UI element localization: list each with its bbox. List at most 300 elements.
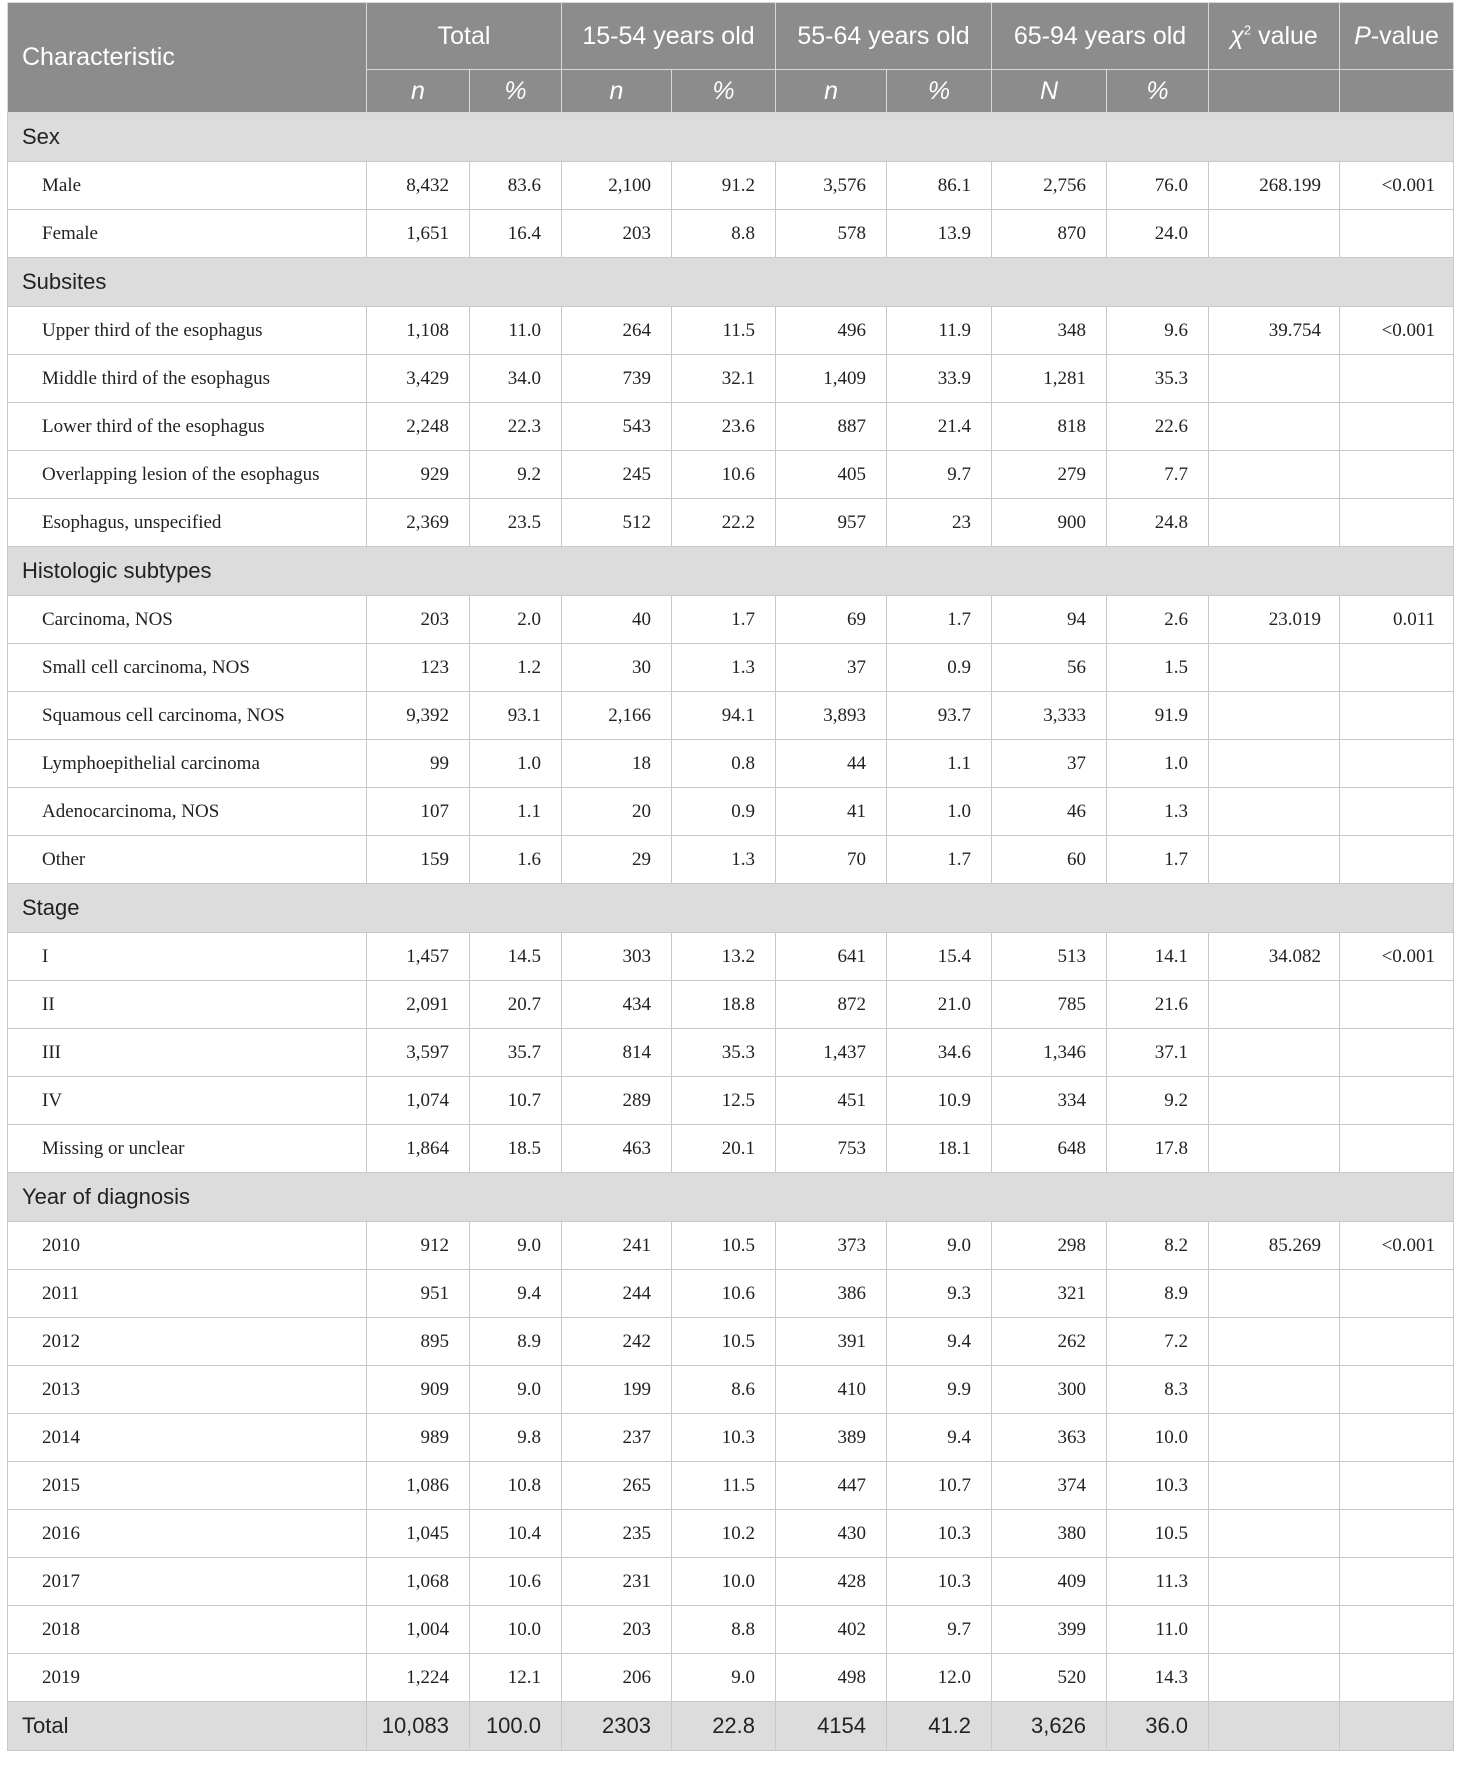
p-value-cell xyxy=(1340,788,1454,836)
row-label: 2010 xyxy=(8,1222,367,1270)
percent-cell: 9.4 xyxy=(887,1414,992,1462)
count-cell: 44 xyxy=(776,740,887,788)
count-cell: 641 xyxy=(776,933,887,981)
characteristics-table xyxy=(7,2,1454,1751)
table-header xyxy=(8,3,1454,113)
percent-cell: 17.8 xyxy=(1107,1125,1209,1173)
count-cell: 2,166 xyxy=(562,692,672,740)
chi-suffix: value xyxy=(1251,21,1318,50)
count-cell: 912 xyxy=(367,1222,470,1270)
p-value-cell xyxy=(1340,1654,1454,1702)
table-row xyxy=(8,1318,1454,1366)
p-value-cell xyxy=(1340,1510,1454,1558)
percent-cell: 14.1 xyxy=(1107,933,1209,981)
count-cell: 402 xyxy=(776,1606,887,1654)
table-row xyxy=(8,644,1454,692)
p-suffix: -value xyxy=(1370,21,1439,50)
p-value-cell xyxy=(1340,499,1454,547)
count-cell: 46 xyxy=(992,788,1107,836)
count-cell: 1,457 xyxy=(367,933,470,981)
count-cell: 2,756 xyxy=(992,162,1107,210)
row-label: I xyxy=(8,933,367,981)
percent-cell: 9.2 xyxy=(470,451,562,499)
count-cell: 203 xyxy=(562,210,672,258)
p-value-cell xyxy=(1340,836,1454,884)
count-cell: 578 xyxy=(776,210,887,258)
count-cell: 203 xyxy=(562,1606,672,1654)
table-row xyxy=(8,1414,1454,1462)
percent-cell: 10.6 xyxy=(672,451,776,499)
percent-cell: 37.1 xyxy=(1107,1029,1209,1077)
count-cell: 895 xyxy=(367,1318,470,1366)
percent-cell: 9.2 xyxy=(1107,1077,1209,1125)
subheader-age2-n: n xyxy=(776,70,887,113)
p-value-cell xyxy=(1340,1606,1454,1654)
chi-square-cell xyxy=(1209,1366,1340,1414)
percent-cell: 35.7 xyxy=(470,1029,562,1077)
count-cell: 363 xyxy=(992,1414,1107,1462)
count-cell: 1,864 xyxy=(367,1125,470,1173)
table-row xyxy=(8,596,1454,644)
percent-cell: 14.3 xyxy=(1107,1654,1209,1702)
percent-cell: 8.8 xyxy=(672,210,776,258)
table-row xyxy=(8,1366,1454,1414)
table-row xyxy=(8,933,1454,981)
p-value-cell xyxy=(1340,644,1454,692)
percent-cell: 9.3 xyxy=(887,1270,992,1318)
percent-cell: 22.2 xyxy=(672,499,776,547)
percent-cell: 83.6 xyxy=(470,162,562,210)
percent-cell: 1.5 xyxy=(1107,644,1209,692)
count-cell: 1,108 xyxy=(367,307,470,355)
chi-square-cell xyxy=(1209,1077,1340,1125)
row-label: Female xyxy=(8,210,367,258)
section-title: Year of diagnosis xyxy=(8,1173,1454,1222)
percent-cell: 9.4 xyxy=(470,1270,562,1318)
chi-square-cell xyxy=(1209,1510,1340,1558)
percent-cell: 100.0 xyxy=(470,1702,562,1751)
percent-cell: 1.3 xyxy=(672,836,776,884)
percent-cell: 0.9 xyxy=(672,788,776,836)
table-row xyxy=(8,981,1454,1029)
percent-cell: 24.8 xyxy=(1107,499,1209,547)
subheader-total-pct: % xyxy=(470,70,562,113)
row-label: III xyxy=(8,1029,367,1077)
table-row xyxy=(8,1125,1454,1173)
count-cell: 1,086 xyxy=(367,1462,470,1510)
percent-cell: 16.4 xyxy=(470,210,562,258)
count-cell: 512 xyxy=(562,499,672,547)
percent-cell: 1.2 xyxy=(470,644,562,692)
percent-cell: 0.8 xyxy=(672,740,776,788)
percent-cell: 8.9 xyxy=(470,1318,562,1366)
header-age-15-54: 15-54 years old xyxy=(562,3,776,70)
percent-cell: 93.7 xyxy=(887,692,992,740)
row-label: Overlapping lesion of the esophagus xyxy=(8,451,367,499)
count-cell: 870 xyxy=(992,210,1107,258)
percent-cell: 20.1 xyxy=(672,1125,776,1173)
row-label: 2015 xyxy=(8,1462,367,1510)
p-value-cell xyxy=(1340,1558,1454,1606)
chi-square-cell xyxy=(1209,355,1340,403)
percent-cell: 21.0 xyxy=(887,981,992,1029)
count-cell: 4154 xyxy=(776,1702,887,1751)
count-cell: 463 xyxy=(562,1125,672,1173)
percent-cell: 1.0 xyxy=(1107,740,1209,788)
count-cell: 391 xyxy=(776,1318,887,1366)
table-row xyxy=(8,451,1454,499)
chi-square-cell: 268.199 xyxy=(1209,162,1340,210)
percent-cell: 10.8 xyxy=(470,1462,562,1510)
table-row xyxy=(8,403,1454,451)
count-cell: 20 xyxy=(562,788,672,836)
count-cell: 18 xyxy=(562,740,672,788)
header-chi-square xyxy=(1209,3,1340,70)
count-cell: 37 xyxy=(776,644,887,692)
row-label: Carcinoma, NOS xyxy=(8,596,367,644)
percent-cell: 10.7 xyxy=(470,1077,562,1125)
count-cell: 1,004 xyxy=(367,1606,470,1654)
chi-square-cell xyxy=(1209,836,1340,884)
percent-cell: 7.2 xyxy=(1107,1318,1209,1366)
count-cell: 70 xyxy=(776,836,887,884)
percent-cell: 11.5 xyxy=(672,1462,776,1510)
count-cell: 10,083 xyxy=(367,1702,470,1751)
count-cell: 199 xyxy=(562,1366,672,1414)
count-cell: 99 xyxy=(367,740,470,788)
count-cell: 410 xyxy=(776,1366,887,1414)
table-row xyxy=(8,307,1454,355)
section-header-row xyxy=(8,113,1454,162)
row-label: 2017 xyxy=(8,1558,367,1606)
chi-square-cell xyxy=(1209,1029,1340,1077)
count-cell: 929 xyxy=(367,451,470,499)
table-row xyxy=(8,1029,1454,1077)
p-value-cell xyxy=(1340,451,1454,499)
row-label: Total xyxy=(8,1702,367,1751)
p-value-cell: <0.001 xyxy=(1340,307,1454,355)
table-row xyxy=(8,499,1454,547)
p-value-cell xyxy=(1340,1029,1454,1077)
header-p-value xyxy=(1340,3,1454,70)
subheader-age2-pct: % xyxy=(887,70,992,113)
percent-cell: 10.7 xyxy=(887,1462,992,1510)
count-cell: 107 xyxy=(367,788,470,836)
percent-cell: 9.6 xyxy=(1107,307,1209,355)
count-cell: 739 xyxy=(562,355,672,403)
count-cell: 1,437 xyxy=(776,1029,887,1077)
chi-square-cell: 39.754 xyxy=(1209,307,1340,355)
percent-cell: 10.3 xyxy=(887,1510,992,1558)
table-row xyxy=(8,355,1454,403)
row-label: 2012 xyxy=(8,1318,367,1366)
count-cell: 2303 xyxy=(562,1702,672,1751)
count-cell: 900 xyxy=(992,499,1107,547)
count-cell: 9,392 xyxy=(367,692,470,740)
count-cell: 237 xyxy=(562,1414,672,1462)
count-cell: 40 xyxy=(562,596,672,644)
percent-cell: 10.2 xyxy=(672,1510,776,1558)
subheader-age3-pct: % xyxy=(1107,70,1209,113)
count-cell: 951 xyxy=(367,1270,470,1318)
row-label: IV xyxy=(8,1077,367,1125)
count-cell: 37 xyxy=(992,740,1107,788)
chi-square-cell: 34.082 xyxy=(1209,933,1340,981)
section-header-row xyxy=(8,884,1454,933)
chi-square-cell xyxy=(1209,1702,1340,1751)
p-value-cell: 0.011 xyxy=(1340,596,1454,644)
percent-cell: 1.0 xyxy=(470,740,562,788)
count-cell: 203 xyxy=(367,596,470,644)
percent-cell: 10.5 xyxy=(672,1318,776,1366)
count-cell: 321 xyxy=(992,1270,1107,1318)
percent-cell: 35.3 xyxy=(672,1029,776,1077)
chi-square-cell xyxy=(1209,210,1340,258)
total-row xyxy=(8,1702,1454,1751)
count-cell: 386 xyxy=(776,1270,887,1318)
chi-square-cell xyxy=(1209,1654,1340,1702)
subheader-age3-n: N xyxy=(992,70,1107,113)
percent-cell: 1.6 xyxy=(470,836,562,884)
chi-square-cell xyxy=(1209,692,1340,740)
header-age-55-64: 55-64 years old xyxy=(776,3,992,70)
row-label: 2014 xyxy=(8,1414,367,1462)
count-cell: 334 xyxy=(992,1077,1107,1125)
count-cell: 1,068 xyxy=(367,1558,470,1606)
percent-cell: 9.7 xyxy=(887,451,992,499)
percent-cell: 8.8 xyxy=(672,1606,776,1654)
chi-square-cell xyxy=(1209,451,1340,499)
p-value-cell xyxy=(1340,355,1454,403)
chi-square-cell xyxy=(1209,981,1340,1029)
count-cell: 753 xyxy=(776,1125,887,1173)
count-cell: 1,409 xyxy=(776,355,887,403)
header-characteristic-label: Characteristic xyxy=(22,43,175,71)
count-cell: 1,224 xyxy=(367,1654,470,1702)
chi-square-cell xyxy=(1209,1318,1340,1366)
count-cell: 1,281 xyxy=(992,355,1107,403)
percent-cell: 10.4 xyxy=(470,1510,562,1558)
percent-cell: 35.3 xyxy=(1107,355,1209,403)
p-value-cell xyxy=(1340,1318,1454,1366)
count-cell: 409 xyxy=(992,1558,1107,1606)
percent-cell: 11.3 xyxy=(1107,1558,1209,1606)
count-cell: 430 xyxy=(776,1510,887,1558)
percent-cell: 93.1 xyxy=(470,692,562,740)
count-cell: 242 xyxy=(562,1318,672,1366)
percent-cell: 8.9 xyxy=(1107,1270,1209,1318)
count-cell: 69 xyxy=(776,596,887,644)
count-cell: 123 xyxy=(367,644,470,692)
row-label: 2016 xyxy=(8,1510,367,1558)
percent-cell: 11.0 xyxy=(470,307,562,355)
percent-cell: 1.1 xyxy=(470,788,562,836)
percent-cell: 23.6 xyxy=(672,403,776,451)
percent-cell: 94.1 xyxy=(672,692,776,740)
percent-cell: 9.8 xyxy=(470,1414,562,1462)
percent-cell: 22.6 xyxy=(1107,403,1209,451)
count-cell: 380 xyxy=(992,1510,1107,1558)
count-cell: 1,651 xyxy=(367,210,470,258)
table-row xyxy=(8,162,1454,210)
p-value-cell xyxy=(1340,1414,1454,1462)
percent-cell: 10.0 xyxy=(672,1558,776,1606)
percent-cell: 33.9 xyxy=(887,355,992,403)
section-title: Stage xyxy=(8,884,1454,933)
chi-superscript: 2 xyxy=(1243,22,1252,38)
percent-cell: 20.7 xyxy=(470,981,562,1029)
row-label: II xyxy=(8,981,367,1029)
percent-cell: 10.5 xyxy=(1107,1510,1209,1558)
count-cell: 262 xyxy=(992,1318,1107,1366)
count-cell: 41 xyxy=(776,788,887,836)
subheader-total-n: n xyxy=(367,70,470,113)
count-cell: 94 xyxy=(992,596,1107,644)
percent-cell: 12.0 xyxy=(887,1654,992,1702)
percent-cell: 91.2 xyxy=(672,162,776,210)
count-cell: 543 xyxy=(562,403,672,451)
chi-symbol: χ xyxy=(1230,21,1244,50)
p-value-cell xyxy=(1340,1077,1454,1125)
row-label: Male xyxy=(8,162,367,210)
section-header-row xyxy=(8,1173,1454,1222)
row-label: Lymphoepithelial carcinoma xyxy=(8,740,367,788)
percent-cell: 9.0 xyxy=(470,1222,562,1270)
count-cell: 957 xyxy=(776,499,887,547)
row-label: Small cell carcinoma, NOS xyxy=(8,644,367,692)
row-label: Upper third of the esophagus xyxy=(8,307,367,355)
row-label: 2019 xyxy=(8,1654,367,1702)
percent-cell: 1.7 xyxy=(887,836,992,884)
percent-cell: 0.9 xyxy=(887,644,992,692)
section-title: Histologic subtypes xyxy=(8,547,1454,596)
percent-cell: 9.0 xyxy=(470,1366,562,1414)
count-cell: 989 xyxy=(367,1414,470,1462)
row-label: Esophagus, unspecified xyxy=(8,499,367,547)
percent-cell: 1.7 xyxy=(887,596,992,644)
table-row xyxy=(8,1510,1454,1558)
row-label: Adenocarcinoma, NOS xyxy=(8,788,367,836)
count-cell: 389 xyxy=(776,1414,887,1462)
count-cell: 298 xyxy=(992,1222,1107,1270)
percent-cell: 10.6 xyxy=(470,1558,562,1606)
percent-cell: 13.9 xyxy=(887,210,992,258)
header-age-65-94: 65-94 years old xyxy=(992,3,1209,70)
section-header-row xyxy=(8,547,1454,596)
count-cell: 887 xyxy=(776,403,887,451)
percent-cell: 11.9 xyxy=(887,307,992,355)
count-cell: 405 xyxy=(776,451,887,499)
count-cell: 648 xyxy=(992,1125,1107,1173)
p-value-cell xyxy=(1340,740,1454,788)
table-row xyxy=(8,788,1454,836)
percent-cell: 10.3 xyxy=(672,1414,776,1462)
p-value-cell xyxy=(1340,1270,1454,1318)
table-row xyxy=(8,1606,1454,1654)
count-cell: 244 xyxy=(562,1270,672,1318)
table-row xyxy=(8,1654,1454,1702)
count-cell: 818 xyxy=(992,403,1107,451)
row-label: Middle third of the esophagus xyxy=(8,355,367,403)
percent-cell: 13.2 xyxy=(672,933,776,981)
p-prefix: P xyxy=(1354,21,1371,50)
percent-cell: 10.3 xyxy=(887,1558,992,1606)
percent-cell: 12.1 xyxy=(470,1654,562,1702)
count-cell: 399 xyxy=(992,1606,1107,1654)
percent-cell: 9.0 xyxy=(887,1222,992,1270)
count-cell: 29 xyxy=(562,836,672,884)
row-label: Other xyxy=(8,836,367,884)
percent-cell: 34.6 xyxy=(887,1029,992,1077)
percent-cell: 12.5 xyxy=(672,1077,776,1125)
count-cell: 206 xyxy=(562,1654,672,1702)
table-body xyxy=(8,113,1454,1751)
percent-cell: 10.9 xyxy=(887,1077,992,1125)
percent-cell: 18.8 xyxy=(672,981,776,1029)
count-cell: 303 xyxy=(562,933,672,981)
count-cell: 241 xyxy=(562,1222,672,1270)
row-label: 2013 xyxy=(8,1366,367,1414)
table-row xyxy=(8,1222,1454,1270)
count-cell: 3,893 xyxy=(776,692,887,740)
percent-cell: 2.0 xyxy=(470,596,562,644)
percent-cell: 9.0 xyxy=(672,1654,776,1702)
p-value-cell xyxy=(1340,1366,1454,1414)
count-cell: 2,100 xyxy=(562,162,672,210)
chi-square-cell xyxy=(1209,1558,1340,1606)
count-cell: 60 xyxy=(992,836,1107,884)
count-cell: 300 xyxy=(992,1366,1107,1414)
count-cell: 8,432 xyxy=(367,162,470,210)
count-cell: 264 xyxy=(562,307,672,355)
percent-cell: 10.0 xyxy=(1107,1414,1209,1462)
percent-cell: 18.5 xyxy=(470,1125,562,1173)
section-title: Sex xyxy=(8,113,1454,162)
chi-square-cell xyxy=(1209,1270,1340,1318)
p-value-cell xyxy=(1340,1125,1454,1173)
percent-cell: 9.7 xyxy=(887,1606,992,1654)
p-value-cell xyxy=(1340,692,1454,740)
percent-cell: 1.3 xyxy=(672,644,776,692)
chi-square-cell xyxy=(1209,499,1340,547)
chi-square-cell xyxy=(1209,1606,1340,1654)
count-cell: 434 xyxy=(562,981,672,1029)
percent-cell: 7.7 xyxy=(1107,451,1209,499)
percent-cell: 86.1 xyxy=(887,162,992,210)
percent-cell: 23 xyxy=(887,499,992,547)
subheader-p-empty xyxy=(1340,70,1454,113)
count-cell: 159 xyxy=(367,836,470,884)
row-label: 2011 xyxy=(8,1270,367,1318)
count-cell: 289 xyxy=(562,1077,672,1125)
count-cell: 451 xyxy=(776,1077,887,1125)
percent-cell: 24.0 xyxy=(1107,210,1209,258)
table-row xyxy=(8,210,1454,258)
count-cell: 30 xyxy=(562,644,672,692)
chi-square-cell: 23.019 xyxy=(1209,596,1340,644)
count-cell: 373 xyxy=(776,1222,887,1270)
p-value-cell: <0.001 xyxy=(1340,1222,1454,1270)
percent-cell: 18.1 xyxy=(887,1125,992,1173)
count-cell: 265 xyxy=(562,1462,672,1510)
percent-cell: 23.5 xyxy=(470,499,562,547)
percent-cell: 22.3 xyxy=(470,403,562,451)
percent-cell: 9.4 xyxy=(887,1318,992,1366)
percent-cell: 1.7 xyxy=(1107,836,1209,884)
percent-cell: 32.1 xyxy=(672,355,776,403)
count-cell: 245 xyxy=(562,451,672,499)
table-row xyxy=(8,1077,1454,1125)
